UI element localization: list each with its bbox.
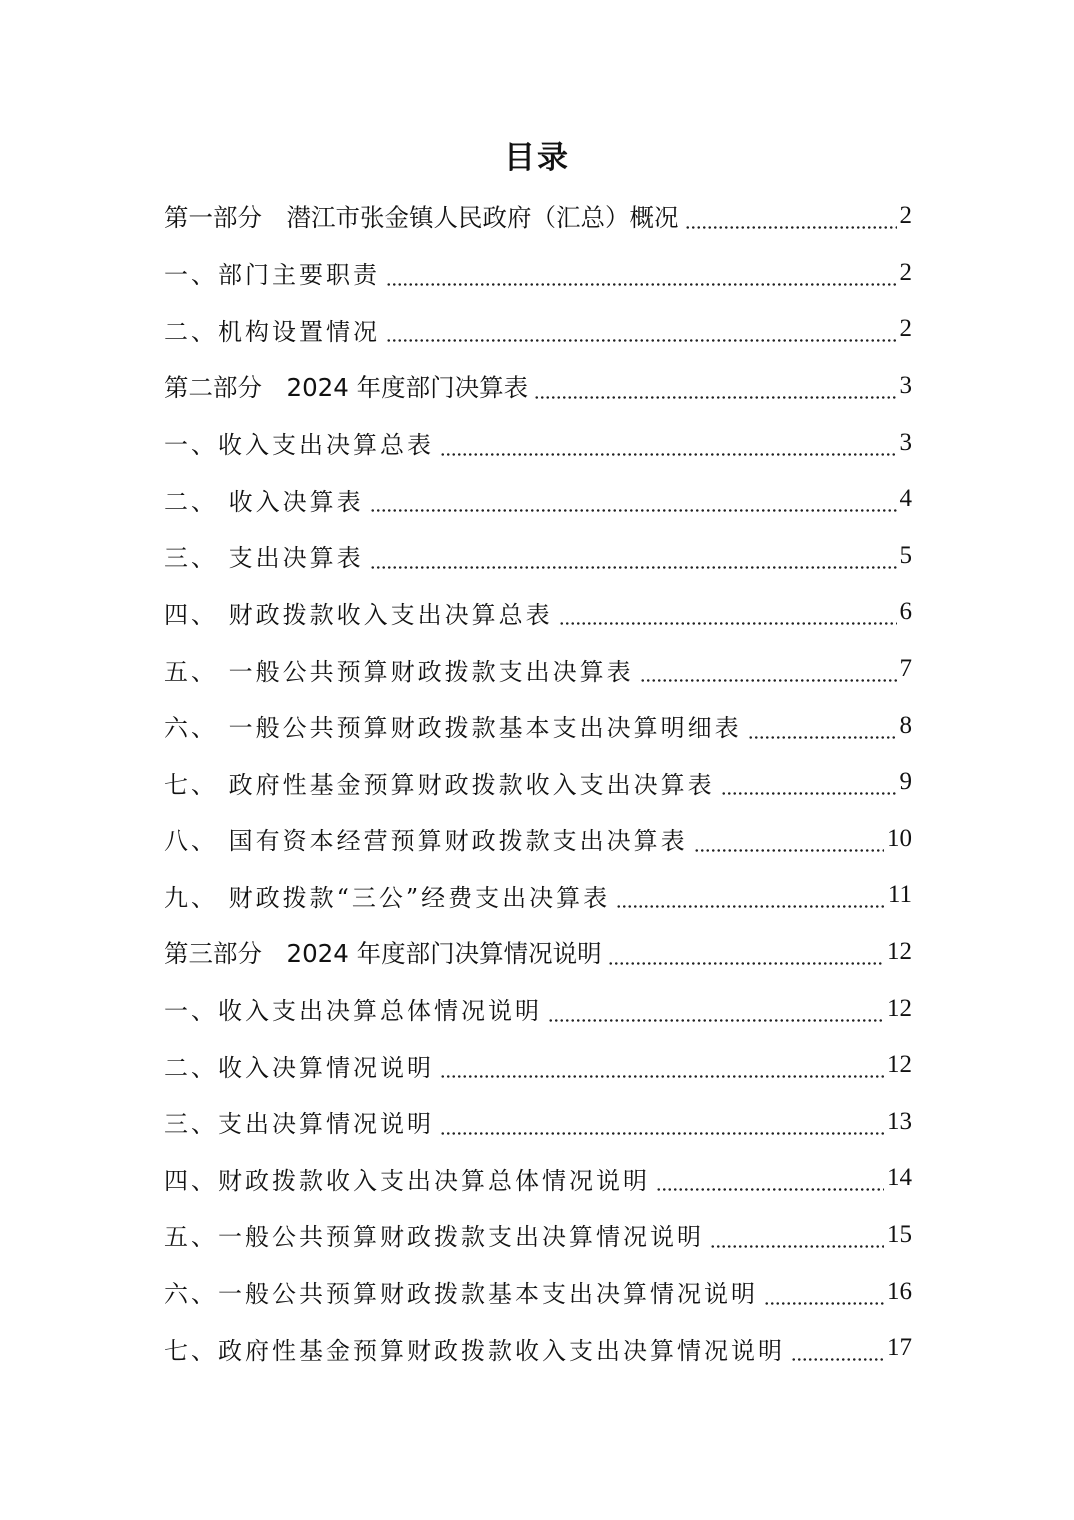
toc-part-heading[interactable] [164, 188, 912, 245]
dot-leader [386, 268, 897, 292]
toc-page-number: 6 [899, 598, 912, 626]
toc-entry-label: 三、支出决算情况说明 [164, 1110, 434, 1139]
toc-entry-label: 五、一般公共预算财政拨款支出决算情况说明 [164, 1223, 704, 1252]
toc-entry-label: 五、 一般公共预算财政拨款支出决算表 [164, 657, 634, 686]
dot-leader [548, 1004, 884, 1028]
toc-page-number: 15 [887, 1220, 912, 1248]
toc-entry[interactable] [164, 245, 912, 302]
table-of-contents [164, 188, 912, 1376]
toc-page-number: 13 [887, 1107, 912, 1135]
toc-entry[interactable] [164, 697, 912, 754]
toc-entry-label: 九、 财政拨款“三公”经费支出决算表 [164, 883, 611, 912]
toc-page-number: 7 [899, 655, 912, 683]
dot-leader [559, 607, 897, 631]
toc-page-number: 5 [899, 541, 912, 569]
dot-leader [440, 438, 897, 462]
dot-leader [608, 947, 884, 971]
dot-leader [534, 381, 896, 405]
dot-leader [791, 1343, 884, 1367]
dot-leader [386, 324, 897, 348]
toc-entry[interactable] [164, 980, 912, 1037]
toc-entry-label: 二、收入决算情况说明 [164, 1053, 434, 1082]
toc-page-number: 12 [887, 994, 912, 1022]
dot-leader [656, 1173, 884, 1197]
toc-page-number: 3 [899, 372, 912, 400]
toc-entry-label: 第三部分 2024 年度部门决算情况说明 [164, 938, 602, 968]
toc-part-heading[interactable] [164, 924, 912, 981]
toc-page-number: 14 [887, 1164, 912, 1192]
toc-page-number: 17 [887, 1334, 912, 1362]
toc-page-number: 16 [887, 1277, 912, 1305]
toc-entry-label: 一、部门主要职责 [164, 261, 380, 290]
toc-entry[interactable] [164, 301, 912, 358]
toc-page-number: 3 [899, 428, 912, 456]
toc-entry-label: 三、 支出决算表 [164, 544, 364, 573]
dot-leader [370, 551, 897, 575]
toc-page-number: 4 [899, 485, 912, 513]
toc-page-number: 2 [899, 202, 912, 230]
toc-entry[interactable] [164, 1320, 912, 1377]
toc-page-number: 2 [899, 258, 912, 286]
toc-page-number: 10 [887, 824, 912, 852]
toc-part-heading[interactable] [164, 358, 912, 415]
toc-entry[interactable] [164, 1150, 912, 1207]
toc-entry[interactable] [164, 1263, 912, 1320]
toc-entry[interactable] [164, 754, 912, 811]
toc-page-number: 11 [887, 881, 912, 909]
toc-entry-label: 六、 一般公共预算财政拨款基本支出决算明细表 [164, 714, 742, 743]
dot-leader [440, 1117, 884, 1141]
toc-entry-label: 六、一般公共预算财政拨款基本支出决算情况说明 [164, 1280, 758, 1309]
toc-entry-label: 七、政府性基金预算财政拨款收入支出决算情况说明 [164, 1336, 785, 1365]
toc-entry-label: 七、 政府性基金预算财政拨款收入支出决算表 [164, 770, 715, 799]
toc-entry-label: 一、收入支出决算总体情况说明 [164, 997, 542, 1026]
toc-entry-label: 二、 收入决算表 [164, 487, 364, 516]
toc-entry[interactable] [164, 528, 912, 585]
toc-entry[interactable] [164, 584, 912, 641]
toc-page-number: 12 [887, 938, 912, 966]
toc-entry-label: 八、 国有资本经营预算财政拨款支出决算表 [164, 827, 688, 856]
dot-leader [764, 1287, 884, 1311]
dot-leader [685, 211, 897, 235]
toc-entry-label: 一、收入支出决算总表 [164, 431, 434, 460]
dot-leader [694, 834, 884, 858]
toc-page-number: 2 [899, 315, 912, 343]
toc-entry[interactable] [164, 471, 912, 528]
toc-page-number: 9 [899, 768, 912, 796]
toc-entry-label: 四、财政拨款收入支出决算总体情况说明 [164, 1166, 650, 1195]
toc-entry-label: 第二部分 2024 年度部门决算表 [164, 372, 529, 402]
toc-entry[interactable] [164, 414, 912, 471]
toc-entry[interactable] [164, 1037, 912, 1094]
dot-leader [440, 1060, 884, 1084]
toc-entry-label: 四、 财政拨款收入支出决算总表 [164, 600, 553, 629]
dot-leader [710, 1230, 884, 1254]
dot-leader [748, 721, 897, 745]
dot-leader [640, 664, 897, 688]
dot-leader [616, 890, 885, 914]
toc-entry[interactable] [164, 1207, 912, 1264]
toc-entry-label: 第一部分 潜江市张金镇人民政府（汇总）概况 [164, 202, 679, 232]
toc-entry-label: 二、机构设置情况 [164, 317, 380, 346]
toc-entry[interactable] [164, 1094, 912, 1151]
toc-entry[interactable] [164, 641, 912, 698]
toc-entry[interactable] [164, 867, 912, 924]
toc-page-number: 12 [887, 1051, 912, 1079]
dot-leader [721, 777, 897, 801]
page-title: 目录 [504, 140, 570, 176]
dot-leader [370, 494, 897, 518]
toc-entry[interactable] [164, 811, 912, 868]
toc-page-number: 8 [899, 711, 912, 739]
